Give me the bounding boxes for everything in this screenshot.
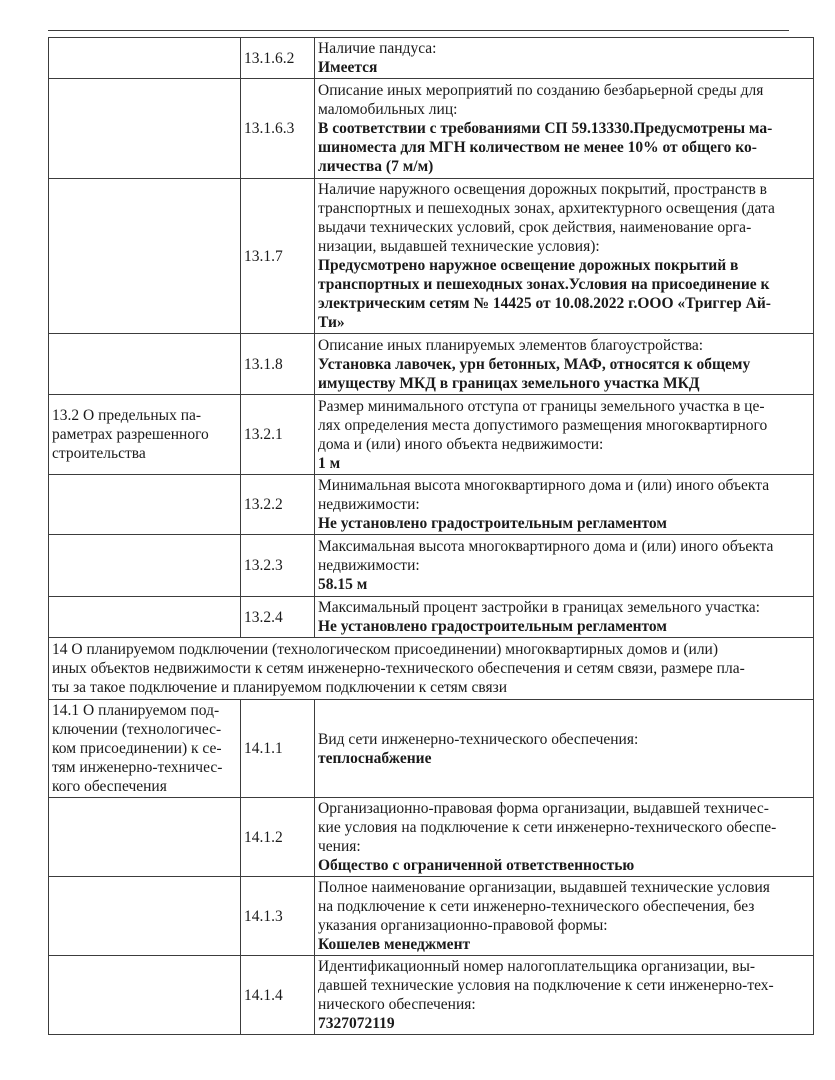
row-value: Общество с ограниченной ответственностью bbox=[318, 857, 635, 874]
row-value: Не установлено градостроительным регламентом bbox=[318, 515, 667, 532]
row-code-cell bbox=[241, 535, 315, 597]
row-label: Максимальный процент застройки в границах земельного участка: bbox=[318, 599, 760, 616]
row-label: Наличие наружного освещения дорожных покрытий, пространств в транспортных и пешеходных зонах, архитектурного освещения (дата выдачи технических условий, срок действия, наименование орга- низации, выдавшей технические условия): bbox=[318, 181, 775, 255]
row-code-cell bbox=[241, 395, 315, 475]
row-code-cell bbox=[241, 700, 315, 798]
row-section-cell bbox=[49, 79, 241, 179]
row-value: Не установлено градостроительным регламентом bbox=[318, 618, 667, 635]
row-value: Предусмотрено наружное освещение дорожных покрытий в транспортных и пешеходных зонах.Условия на присоединение к электрическим сетям № 14425 от 10.08.2022 г.ООО «Триггер Ай- Ти» bbox=[318, 257, 771, 331]
row-code: 13.2.1 bbox=[244, 426, 283, 443]
row-label: Идентификационный номер налогоплательщика организации, вы- давшей технические условия на подключение к сети инженерно-тех- нического обеспечения: bbox=[318, 958, 774, 1013]
row-code-cell bbox=[241, 79, 315, 179]
table-row bbox=[49, 798, 814, 877]
row-section-cell bbox=[49, 798, 241, 877]
row-code-cell bbox=[241, 475, 315, 535]
row-content-cell bbox=[315, 597, 814, 638]
row-label: Организационно-правовая форма организации, выдавшей техничес- кие условия на подключение к сети инженерно-технического обеспе- чения: bbox=[318, 800, 777, 855]
project-declaration-table bbox=[48, 37, 814, 1035]
row-section-cell bbox=[49, 877, 241, 956]
row-section-cell bbox=[49, 38, 241, 79]
row-code-cell bbox=[241, 597, 315, 638]
table-row bbox=[49, 395, 814, 475]
row-content-cell bbox=[315, 179, 814, 334]
row-label: Наличие пандуса: bbox=[318, 40, 437, 57]
row-section-cell bbox=[49, 475, 241, 535]
row-content-cell bbox=[315, 798, 814, 877]
row-section-cell bbox=[49, 535, 241, 597]
row-label: Описание иных мероприятий по созданию безбарьерной среды для маломобильных лиц: bbox=[318, 82, 764, 118]
row-section-cell bbox=[49, 395, 241, 475]
row-section-cell bbox=[49, 334, 241, 395]
row-section-cell bbox=[49, 179, 241, 334]
row-section-cell bbox=[49, 597, 241, 638]
row-value: 58.15 м bbox=[318, 576, 368, 593]
row-code-cell bbox=[241, 877, 315, 956]
row-code: 13.1.7 bbox=[244, 247, 283, 265]
row-code: 14.1.3 bbox=[244, 907, 283, 925]
row-label: Максимальная высота многоквартирного дома и (или) иного объекта недвижимости: bbox=[318, 538, 774, 574]
row-value: теплоснабжение bbox=[318, 749, 432, 767]
table-row bbox=[49, 38, 814, 79]
row-code: 13.1.8 bbox=[244, 355, 283, 373]
row-content-cell bbox=[315, 535, 814, 597]
row-content-cell bbox=[315, 38, 814, 79]
section-header-row bbox=[49, 638, 814, 700]
table-row bbox=[49, 535, 814, 597]
row-code: 13.1.6.2 bbox=[244, 49, 295, 67]
row-code: 13.1.6.3 bbox=[244, 120, 295, 137]
row-value: Кошелев менеджмент bbox=[318, 936, 471, 953]
row-content-cell bbox=[315, 700, 814, 798]
row-code-cell bbox=[241, 38, 315, 79]
row-section-cell bbox=[49, 700, 241, 798]
section-header-text: 14 О планируемом подключении (технологическом присоединении) многоквартирных домов и (или) иных объектов недвижимости к сетям инженерно-технического обеспечения и сетям связи, размере пла- ты за такое подключение и планируемом подключении к сетям связи bbox=[52, 641, 745, 696]
row-content-cell bbox=[315, 334, 814, 395]
table-row bbox=[49, 597, 814, 638]
row-content-cell bbox=[315, 79, 814, 179]
section-label: 14.1 О планируемом под- ключении (технологичес- ком присоединении) к се- тям инженерно-техничес- кого обеспечения bbox=[52, 702, 223, 795]
row-value: Установка лавочек, урн бетонных, МАФ, относятся к общему имуществу МКД в границах земельного участка МКД bbox=[318, 355, 751, 392]
row-value: 1 м bbox=[318, 454, 341, 472]
row-code-cell bbox=[241, 956, 315, 1035]
row-code-cell bbox=[241, 334, 315, 395]
row-content-cell bbox=[315, 475, 814, 535]
row-label: Полное наименование организации, выдавшей технические условия на подключение к сети инженерно-технического обеспечения, без указания организационно-правовой формы: bbox=[318, 879, 770, 934]
table-row bbox=[49, 475, 814, 535]
row-code-cell bbox=[241, 179, 315, 334]
table-row bbox=[49, 956, 814, 1035]
row-content-cell bbox=[315, 956, 814, 1035]
section-label: 13.2 О предельных па- раметрах разрешенного строительства bbox=[52, 407, 209, 462]
table-row bbox=[49, 79, 814, 179]
row-code: 13.2.3 bbox=[244, 557, 283, 574]
row-label: Размер минимального отступа от границы земельного участка в це- лях определения места допустимого размещения многоквартирного дома и (или) иного объекта недвижимости: bbox=[318, 397, 768, 453]
row-code-cell bbox=[241, 798, 315, 877]
row-value: 7327072119 bbox=[318, 1015, 395, 1032]
table-row bbox=[49, 700, 814, 798]
row-content-cell bbox=[315, 877, 814, 956]
row-content-cell bbox=[315, 395, 814, 475]
row-label: Описание иных планируемых элементов благоустройства: bbox=[318, 336, 704, 354]
page-break-rule bbox=[48, 30, 789, 31]
row-label: Минимальная высота многоквартирного дома и (или) иного объекта недвижимости: bbox=[318, 477, 770, 513]
row-code: 14.1.4 bbox=[244, 986, 283, 1004]
row-value: Имеется bbox=[318, 59, 378, 76]
section-header-cell bbox=[49, 638, 814, 700]
table-row bbox=[49, 179, 814, 334]
row-code: 13.2.4 bbox=[244, 608, 283, 626]
table-row bbox=[49, 334, 814, 395]
row-section-cell bbox=[49, 956, 241, 1035]
table-row bbox=[49, 877, 814, 956]
row-code: 14.1.2 bbox=[244, 828, 283, 846]
row-code: 14.1.1 bbox=[244, 740, 283, 757]
row-value: В соответствии с требованиями СП 59.13330.Предусмотрены ма- шиноместа для МГН количеством не менее 10% от общего ко- личества (7 м/м) bbox=[318, 120, 773, 175]
row-code: 13.2.2 bbox=[244, 496, 283, 513]
row-label: Вид сети инженерно-технического обеспечения: bbox=[318, 730, 639, 748]
